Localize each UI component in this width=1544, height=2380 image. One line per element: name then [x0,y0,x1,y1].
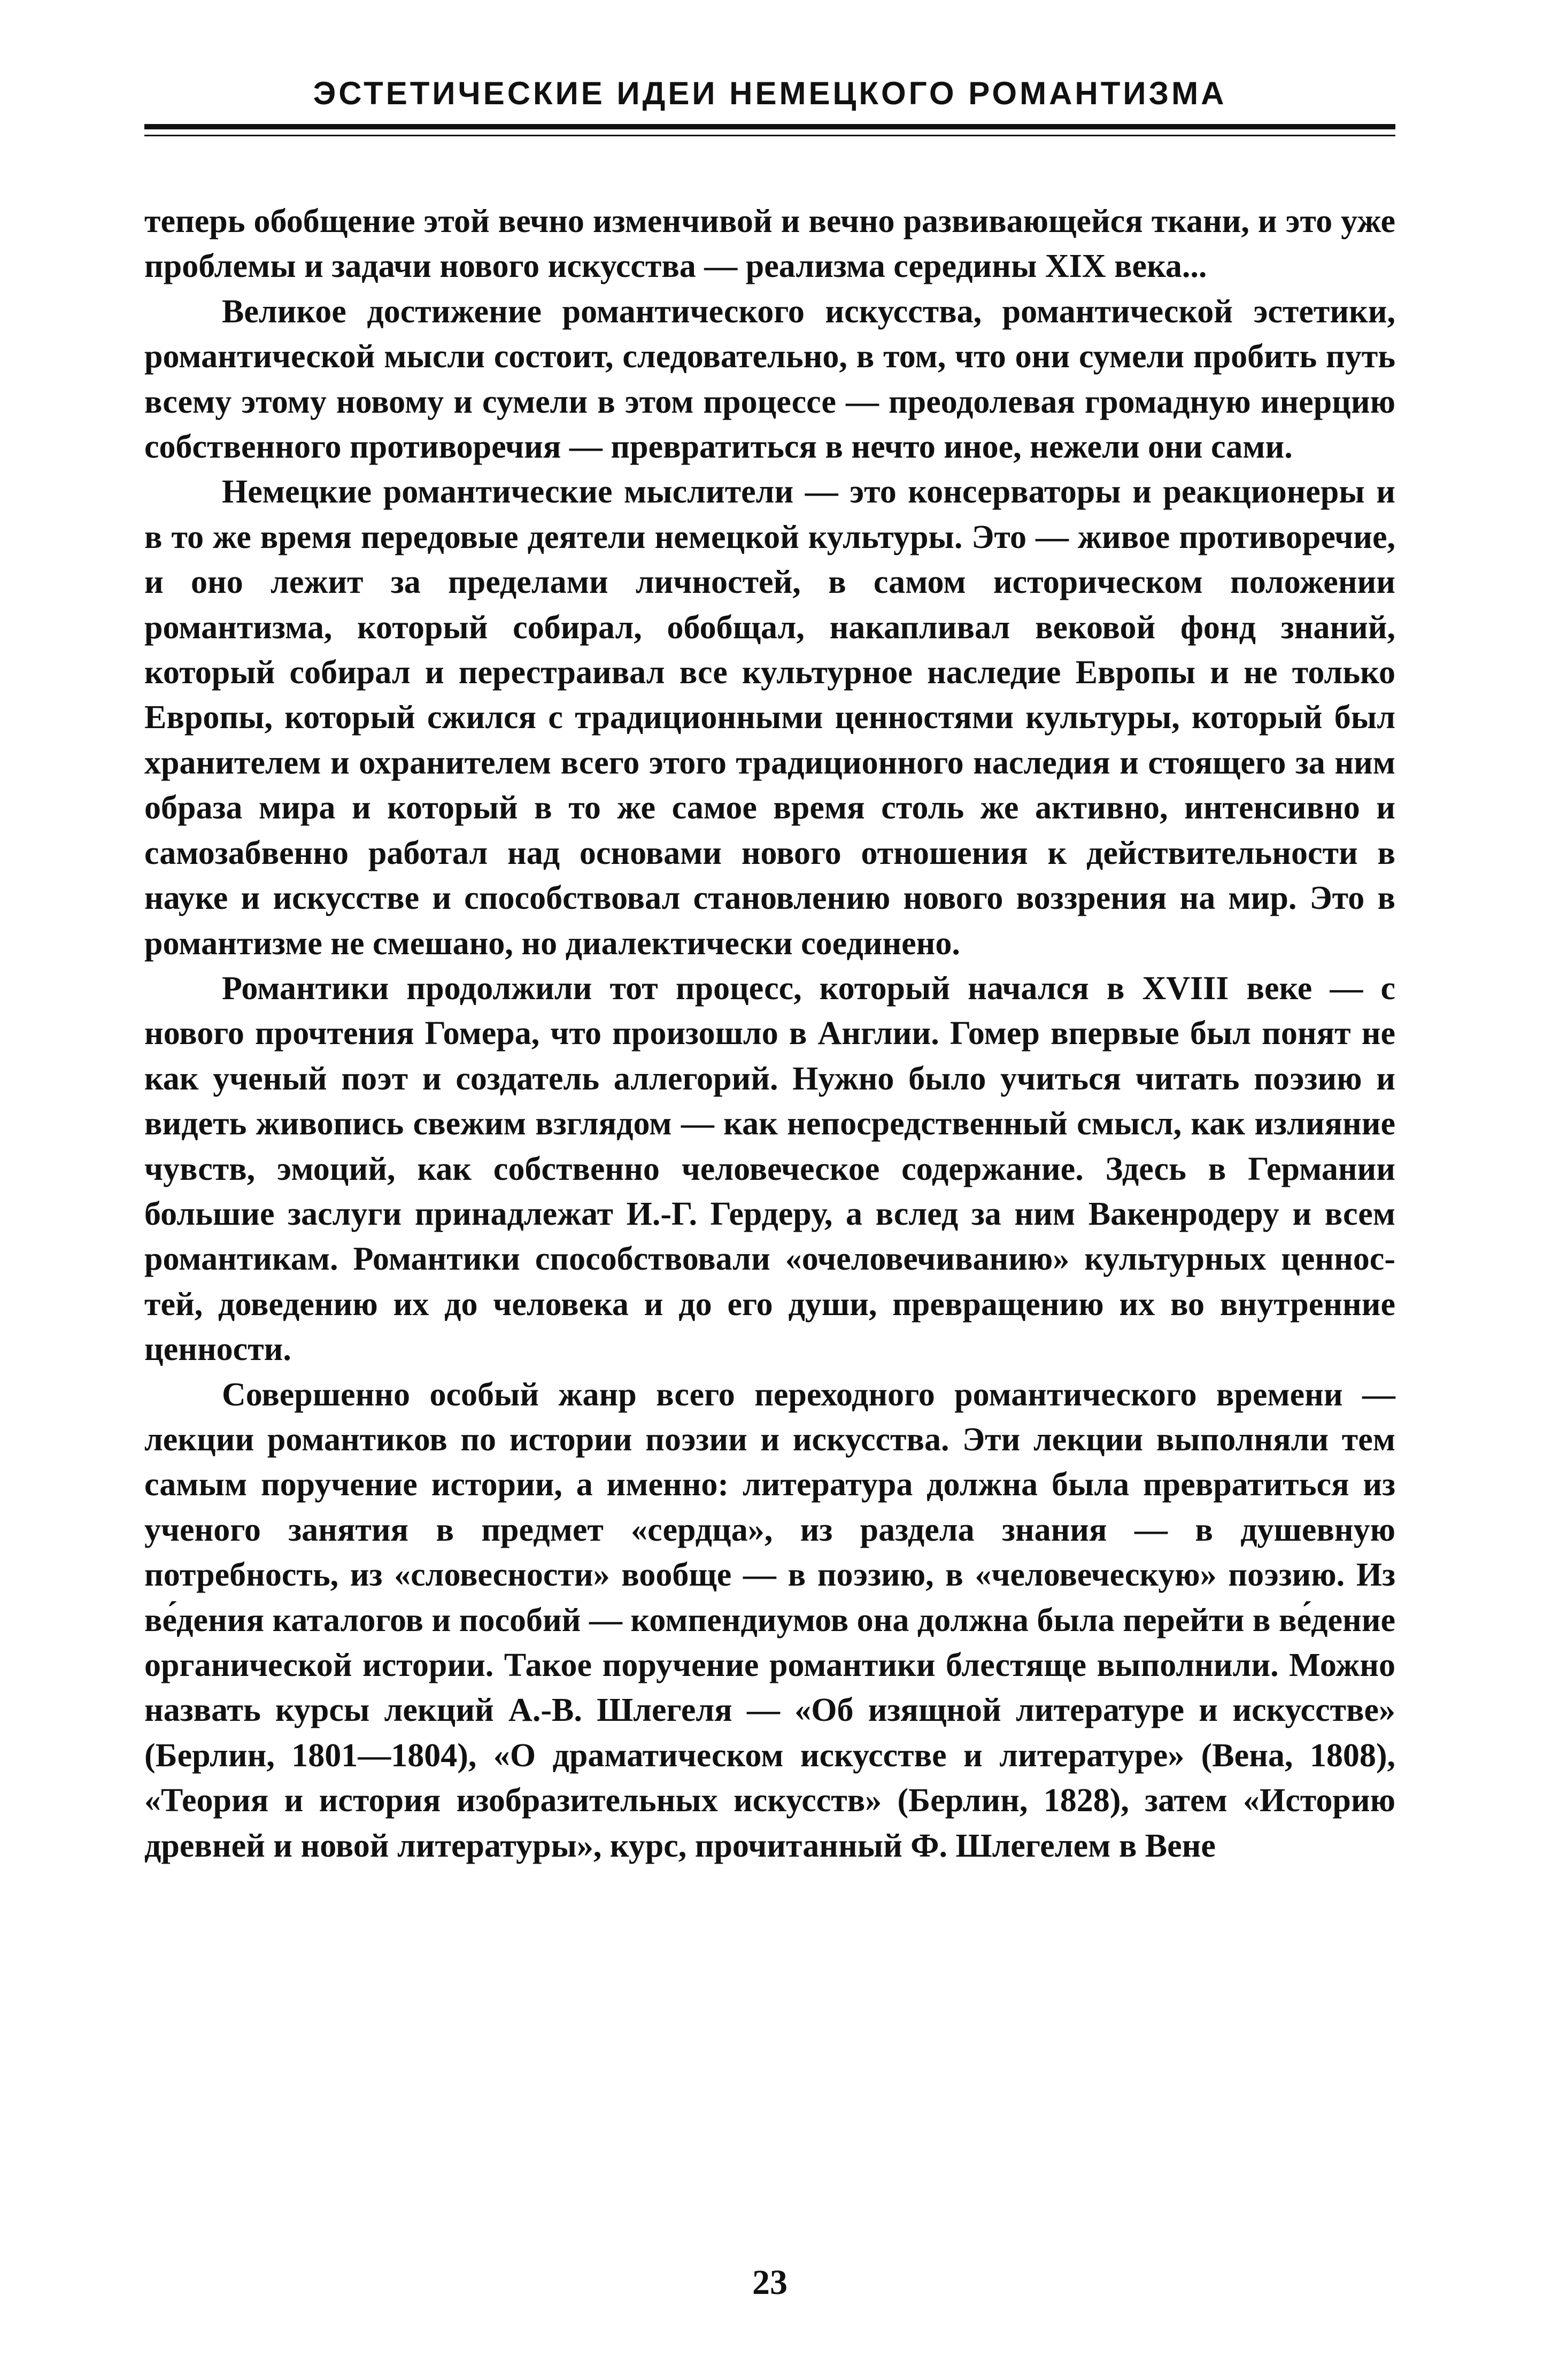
running-head: ЭСТЕТИЧЕСКИЕ ИДЕИ НЕМЕЦКОГО РОМАНТИЗМА [313,75,1227,111]
paragraph-4: Романтики продолжили тот процесс, который начался в XVIII веке — с нового прочтения Гомера, что произошло в Англии. Гомер впервые был понят не как ученый поэт и создатель аллегорий. Нужно было учиться читать поэзию и видеть живопись свежим взглядом — как непосредственный смысл, как излияние чувств, эмоций, как собственно человеческое содержание. Здесь в Германии большие заслуги принадлежат И.-Г. Гердеру, а вслед за ним Вакенродеру и всем романтикам. Романтики способствовали «очеловечиванию» культурных ценностей, доведению их до человека и до его души, превращению их во внутренние ценности. [144,970,1395,1368]
paragraph-3: Немецкие романтические мыслители — это консерваторы и реакционеры и в то же время передовые деятели немецкой культуры. Это — живое противоречие, и оно лежит за пределами личностей, в самом историческом положении романтизма, который собирал, обобщал, накапливал вековой фонд знаний, который собирал и перестраивал все культурное наследие Европы и не только Европы, который сжился с традиционными ценностями культуры, который был хранителем и охранителем всего этого традиционного наследия и стоящего за ним образа мира и который в то же самое время столь же активно, интенсивно и самозабвенно работал над основами нового отношения к действительности в науке и искусстве и способствовал становлению нового воззрения на мир. Это в романтизме не смешано, но диалектически соединено. [144,474,1395,962]
header-rule-thin [144,135,1395,136]
paragraph-1: теперь обобщение этой вечно изменчивой и вечно развивающейся ткани, и это уже проблемы и задачи нового искусства — реализма середины XIX века... [144,203,1395,285]
body-text [144,199,1395,1868]
paragraph-2: Великое достижение романтического искусства, романтической эстетики, романтической мысли состоит, следовательно, в том, что они сумели пробить путь всему этому новому и сумели в этом процессе — преодолевая громадную инерцию собственного противоречия — превратиться в нечто иное, нежели они сами. [144,293,1395,466]
header-rule-thick [144,124,1395,129]
page-number: 23 [752,2263,788,2302]
paragraph-5: Совершенно особый жанр всего переходного романтического времени — лекции романтиков по истории поэзии и искусства. Эти лекции выполняли тем самым поручение истории, а именно: литература должна была превратиться из ученого занятия в предмет «сердца», из раздела знания — в душевную потребность, из «словесности» вообще — в поэзию, в «человеческую» поэзию. Из ве́дения каталогов и пособий — компендиумов она должна была перейти в ве́дение органической истории. Такое поручение романтики блестяще выполнили. Можно назвать курсы лекций А.-В. Шлегеля — «Об изящной литературе и искусстве» (Берлин, 1801—1804), «О драматическом искусстве и литературе» (Вена, 1808), «Теория и история изобразительных искусств» (Берлин, 1828), затем «Историю древней и новой литературы», курс, прочитанный Ф. Шлегелем в Вене [144,1376,1395,1864]
